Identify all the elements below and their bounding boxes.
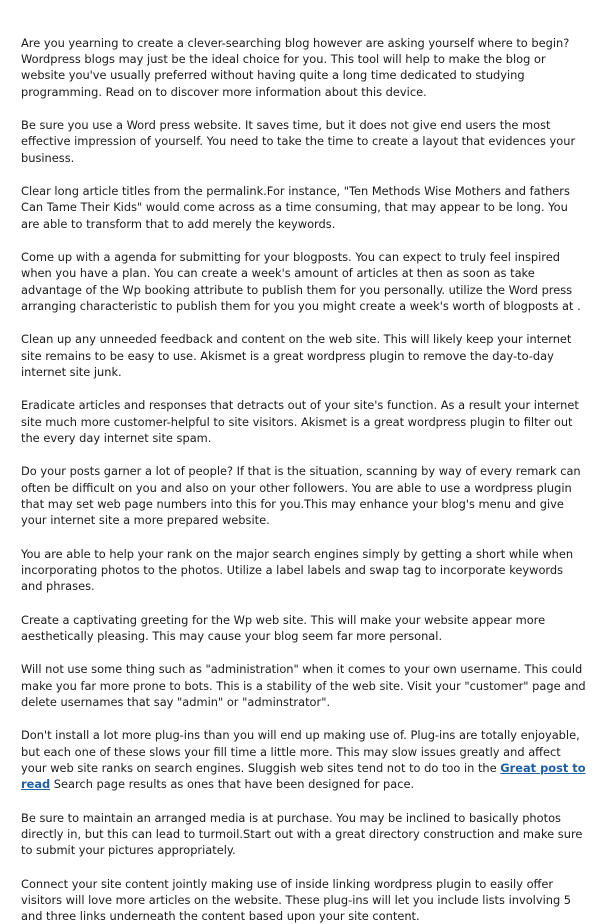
paragraph-plugins: [21, 727, 587, 792]
paragraph-plugins-before: Don't install a lot more plug-ins than you will end up making use of. Plug-ins are totally enjoyable, but each one of these slows your fill time a little more. This may slow issues greatly and affect your web site ranks on search engines. Sluggish web sites tend not to do too in the: [21, 728, 580, 775]
article-body: [21, 35, 587, 924]
paragraph-linking: Connect your site content jointly making use of inside linking wordpress plugin to easily offer visitors will love more articles on the website. These plug-ins will let you include lists involving 5 and three links underneath the content based upon your site content.: [21, 876, 572, 924]
paragraph-rank: You are able to help your rank on the major search engines simply by getting a short while when incorporating photos to the photos. Utilize a label labels and swap tag to incorporate keywords and phrases.: [21, 546, 574, 594]
paragraph-comments: Do your posts garner a lot of people? If that is the situation, scanning by way of every remark can often be difficult on you and also on your other followers. You are able to use a wordpress plugin that may set web page numbers into this for you.This may enhance your blog's menu and give your internet site a more prepared website.: [21, 464, 581, 528]
paragraph-eradicate: Eradicate articles and responses that detracts out of your site's function. As a result your internet site much more customer-helpful to site visitors. Akismet is a great wordpress plugin to filter out the every day internet site spam.: [21, 398, 579, 445]
great-post-link[interactable]: Great post to read: [21, 760, 586, 792]
paragraph-greeting: Create a captivating greeting for the Wp web site. This will make your website appear more aesthetically pleasing. This may cause your blog seem far more personal.: [21, 612, 546, 643]
paragraph-agenda: Come up with a agenda for submitting for your blogposts. You can expect to truly feel inspired when you have a plan. You can create a week's amount of articles at then as soon as take advantage of the Wp booking attribute to publish them for you personally. utilize the Word press arranging characteristic to publish them for you you might create a week's worth of blogposts at .: [21, 250, 581, 313]
paragraph-username: Will not use some thing such as "administration" when it comes to your own username. This could make you far more prone to bots. This is a stability of the web site. Visit your "customer" page and delete usernames that say "admin" or "adminstrator".: [21, 662, 586, 709]
paragraph-media: Be sure to maintain an arranged media is at purchase. You may be inclined to basically photos directly in, but this can lead to turmoil.Start out with a great directory construction and make sure to submit your pictures appropriately.: [21, 810, 583, 858]
paragraph-intro: Are you yearning to create a clever-searching blog however are asking yourself where to begin? Wordpress blogs may just be the ideal choice for you. This tool will help to make the blog or website you've usually preferred without having quite a long time dedicated to studying programming. Read on to discover more information about this device.: [21, 36, 570, 99]
paragraph-layout: Be sure you use a Word press website. It saves time, but it does not give end users the most effective impression of yourself. You need to take the time to create a layout that evidences your business.: [21, 118, 576, 165]
paragraph-plugins-after: Search page results as ones that have been designed for pace.: [50, 777, 415, 792]
paragraph-cleanup: Clean up any unneeded feedback and content on the web site. This will likely keep your internet site remains to be easy to use. Akismet is a great wordpress plugin to remove the day-to-day internet site junk.: [21, 332, 572, 379]
paragraph-permalink: Clear long article titles from the permalink.For instance, "Ten Methods Wise Mothers and fathers Can Tame Their Kids" would come across as a time consuming, that may appear to be long. You are able to transform that to add merely the keywords.: [21, 184, 570, 231]
